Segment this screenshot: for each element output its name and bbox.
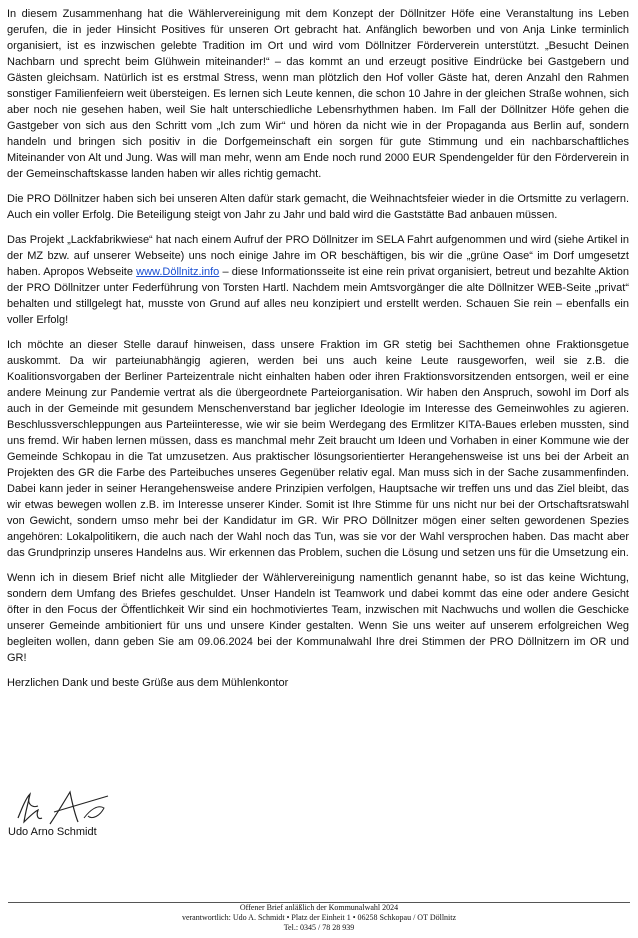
footer-title: Offener Brief anläßlich der Kommunalwahl 2024 bbox=[239, 903, 399, 912]
letter-footer bbox=[0, 903, 638, 933]
footer-phone: Tel.: 0345 / 78 28 939 bbox=[283, 923, 355, 932]
closing-line: Herzlichen Dank und beste Grüße aus dem Mühlenkontor bbox=[7, 677, 289, 689]
paragraph-teamwork: Wenn ich in diesem Brief nicht alle Mitglieder der Wählervereinigung namentlich genannt habe, so ist das keine Wichtung, sondern dem Umfang des Briefes geschuldet. Unser Handeln ist Teamwork und dabei kommt das eine oder andere Gesicht öfter in den Focus der Öffentlichkeit Wir sind ein hochmotiviertes Team, inzwischen mit Nachwuchs und wollen die Geschicke unserer Gemeinde ambitioniert für uns und unsere Kinder gestalten. Wenn Sie uns weiter auf unserem erfolgreichen Weg begleiten wollen, dann geben Sie am 09.06.2024 bei der Kommunalwahl Ihre drei Stimmen der PRO Döllnitzern im OR und GR! bbox=[7, 572, 629, 664]
paragraph-fraktion: Ich möchte an dieser Stelle darauf hinweisen, dass unsere Fraktion im GR stetig bei Sachthemen ohne Fraktionsgetue auskommt. Da wir parteiunabhängig agieren, werden bei uns auch keine Leute rausgeworfen, weil sie z.B. die Koalitionsvorgaben der Berliner Parteizentrale nicht einhalten haben oder ihren Fraktionsvorsitzenden entsorgen, weil er eine andere Meinung zur Pandemie vertrat als die übergeordnete Parteiorganisation. Wir haben den Anspruch, sowohl im Dorf als auch in der Gemeinde mit gesundem Menschenverstand bar jeglicher Ideologie im Interesse des Gemeinwohles zu agieren. Beschlussverschleppungen aus Parteiinteresse, wie wir sie beim Werdegang des Ermlitzer KITA-Baues erleben mussten, sind uns fremd. Wir haben lernen müssen, dass es manchmal mehr Zeit braucht um Ideen und Vorhaben in einer Kommune wie der Gemeinde Schkopau in die Tat umzusetzen. Aus praktischer lösungsorientierter Herangehensweise ist uns bei der Arbeit an Projekten des GR die Farbe des Parteibuches unseres Gegenüber relativ egal. Man muss sich in der Sache zusammenfinden. Dabei kann jeder in seiner Herangehensweise andere Prinzipien verfolgen, Hauptsache wir treffen uns und das Ziel bleibt, das wir etwas bewegen wollen z.B. im Interesse unserer Kinder. Somit ist Ihre Stimme für uns nicht nur bei der Ortschaftsratswahl von Gewicht, sondern umso mehr bei der Kandidatur im GR. Wir PRO Döllnitzer mögen einer selten gewordenen Spezies angehören: Lokalpolitikern, die auch nach der Wahl noch das Tun, was sie vor der Wahl versprochen haben. Das macht aber das Grundprinzip unseres Handelns aus. Wir erkennen das Problem, suchen die Lösung und setzen uns für die Umsetzung ein. bbox=[7, 339, 629, 559]
paragraph-lackfabrikwiese-start: Das Projekt „Lackfabrikwiese“ hat nach einem Aufruf der PRO Döllnitzer im SELA Fahrt aufgenommen und wird (siehe Artikel in der MZ bzw. auf unserer Webseite) uns noch einige Jahre im OR beschäftigen, bis wir die „grüne Oase“ im Dorf umgesetzt haben. Apropos Webseite bbox=[7, 234, 629, 278]
paragraph-weihnachtsfeier: Die PRO Döllnitzer haben sich bei unseren Alten dafür stark gemacht, die Weihnachtsfeier wieder in die Ortsmitte zu verlagern. Auch ein voller Erfolg. Die Beteiligung steigt von Jahr zu Jahr und bald wird die Gaststätte Bad anbauen müssen. bbox=[7, 193, 629, 221]
letter-body bbox=[7, 6, 629, 700]
handwritten-signature bbox=[8, 788, 138, 830]
website-link[interactable]: www.Döllnitz.info bbox=[136, 266, 220, 278]
paragraph-doellnitzer-hoefe: In diesem Zusammenhang hat die Wählervereinigung mit dem Konzept der Döllnitzer Höfe eine Veranstaltung ins Leben gerufen, die in jeder Hinsicht Positives für unseren Ort gebracht hat. Anfänglich beworben und von Anja Linke terminlich organisiert, ist es inzwischen gelebte Tradition im Ort und wird vom Döllnitzer Förderverein unterstützt. „Besucht Deinen Nachbarn und sprecht beim Glühwein miteinander!“ – das kommt an und erzeugt positive Eindrücke bei Gastgebern und Gästen gleichsam. Natürlich ist es erstmal Stress, wenn man plötzlich den Hof voller Gäste hat, deren Anzahl den Rahmen sonstiger Familienfeiern weit übersteigen. Es lernen sich Leute kennen, die schon 10 Jahre in der gleichen Straße wohnen, sich aber noch nie gesehen haben, weil Sie halt unterschiedliche Lebensrhythmen haben. Im Fall der Döllnitzer Höfe gehen die Gastgeber von sich aus den Schritt vom „Ich zum Wir“ und hören da nicht wie in der Propaganda aus Berlin auf, sondern handeln und bringen sich positiv in die Dorfgemeinschaft ein sorgen für gute Stimmung und ein nachbarschaftliches Miteinander von Alt und Jung. Was will man mehr, wenn am Ende noch rund 2000 EUR Spendengelder für den Förderverein in der Gemeinschaftskasse landen haben wir alles richtig gemacht. bbox=[7, 8, 629, 180]
paragraph-lackfabrikwiese bbox=[7, 232, 629, 328]
signer-name: Udo Arno Schmidt bbox=[8, 826, 97, 838]
paragraph-lackfabrikwiese-end: – diese Informationsseite ist eine rein privat organisiert, betreut und bezahlte Aktion der PRO Döllnitzer unter Federführung von Torsten Hartl. Nachdem mein Amtsvorgänger die alte Döllnitzer WEB-Seite „privat“ behalten und stillgelegt hat, musste von Grund auf alles neu konzipiert und erstellt werden. Schauen Sie rein – ebenfalls ein voller Erfolg! bbox=[7, 266, 629, 326]
footer-responsible: verantwortlich: Udo A. Schmidt • Platz der Einheit 1 • 06258 Schkopau / OT Döllnitz bbox=[181, 913, 457, 922]
